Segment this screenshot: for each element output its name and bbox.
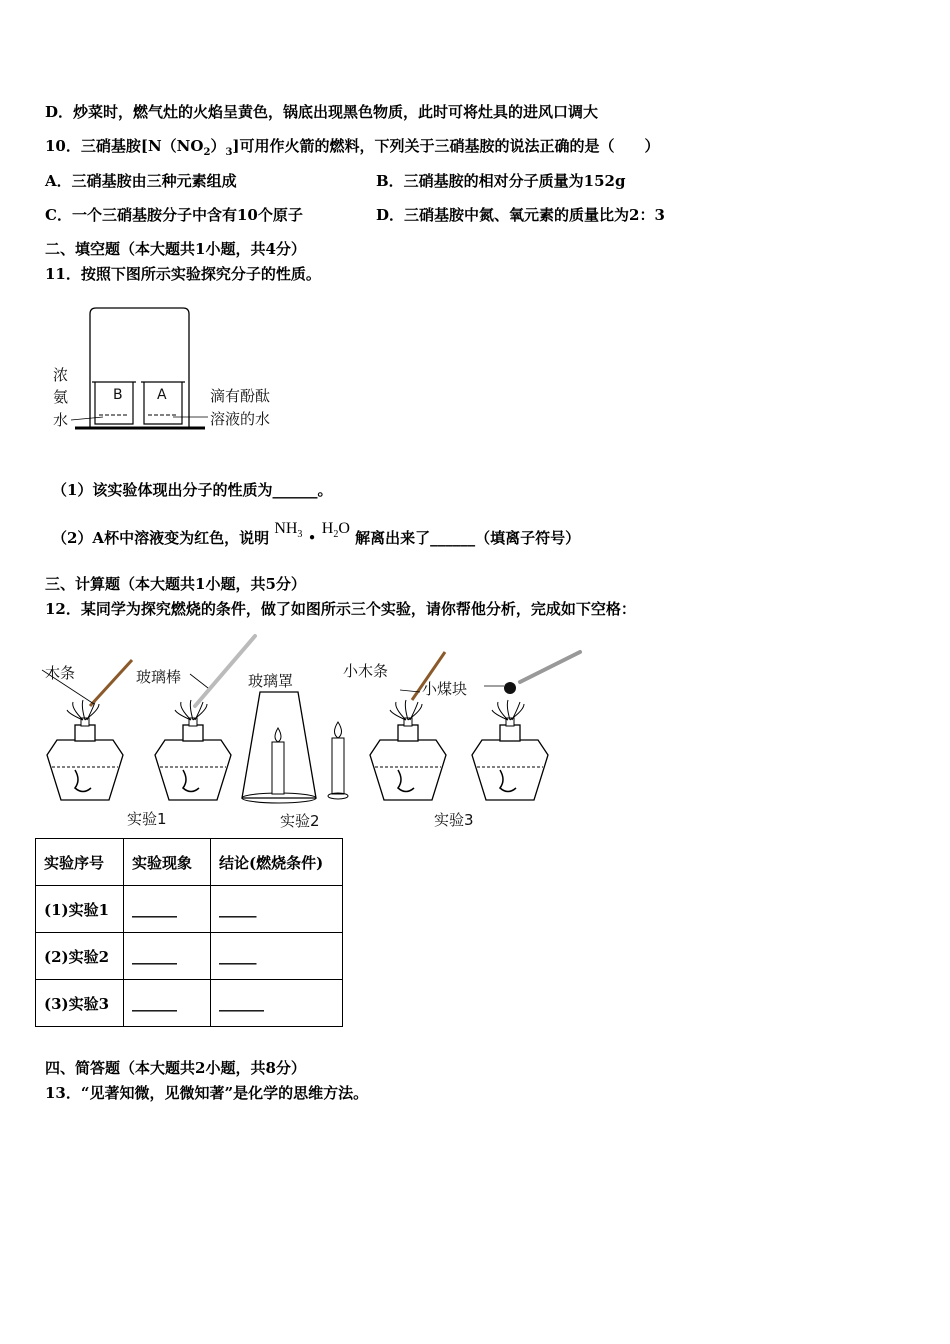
- q10-option-c: C．一个三硝基胺分子中含有10个原子: [45, 206, 303, 224]
- ammonia-label-2: 氨: [53, 388, 69, 406]
- th-concl: 结论(燃烧条件): [211, 839, 343, 886]
- table-row: [36, 933, 343, 980]
- formula-nh3: [274, 520, 303, 541]
- glass-rod: [195, 636, 255, 706]
- q11-sub1: （1）该实验体现出分子的性质为______。: [52, 481, 333, 499]
- exp3-lamp-wood: [370, 700, 446, 800]
- q10-option-d: D．三硝基胺中氮、氧元素的质量比为2：3: [376, 206, 665, 224]
- row1-concl: _____: [211, 886, 343, 933]
- q11-stem: 11．按照下图所示实验探究分子的性质。: [45, 265, 321, 283]
- tongs: [520, 652, 580, 682]
- ammonia-label-3: 水: [53, 411, 69, 429]
- label-glass-cover: 玻璃罩: [248, 672, 294, 690]
- label-exp1: 实验1: [127, 810, 167, 828]
- label-exp2: 实验2: [280, 812, 320, 830]
- nh3-sub: 3: [297, 529, 303, 541]
- q9-option-d: D．炒菜时，燃气灶的火焰呈黄色，锅底出现黑色物质，此时可将灶具的进风口调大: [45, 103, 599, 121]
- exp2-glass-cover: [242, 692, 348, 803]
- row2-concl: _____: [211, 933, 343, 980]
- section4-title: 四、简答题（本大题共2小题，共8分）: [45, 1059, 306, 1077]
- label-small-wood: 小木条: [343, 662, 389, 680]
- ammonia-pointer: [71, 417, 103, 420]
- q12-stem: 12．某同学为探究燃烧的条件，做了如图所示三个实验，请你帮他分析，完成如下空格：: [45, 600, 636, 618]
- q10-sub: 2: [203, 147, 211, 158]
- exp3-lamp-coal: [472, 700, 548, 800]
- table-header-row: [36, 839, 343, 886]
- q13-stem: 13．“见著知微，见微知著”是化学的思维方法。: [45, 1084, 369, 1102]
- phenol-label-1: 滴有酚酞: [210, 387, 271, 405]
- h2o-h: H: [321, 520, 334, 537]
- label-glass-rod: 玻璃棒: [136, 668, 182, 686]
- cup-b-label: B: [113, 387, 123, 403]
- th-id: 实验序号: [36, 839, 124, 886]
- q10-stem-b: ）: [210, 137, 226, 155]
- ammonia-label-1: 浓: [53, 366, 69, 384]
- formula-sep: •: [307, 529, 317, 547]
- q10-stem: [45, 136, 660, 163]
- row1-phen: ______: [124, 886, 211, 933]
- q12-figure: [40, 630, 600, 830]
- section3-title: 三、计算题（本大题共1小题，共5分）: [45, 575, 306, 593]
- row1-id: (1)实验1: [36, 886, 124, 933]
- formula-h2o: [321, 520, 350, 541]
- exp1-lamp-glass: [155, 700, 231, 800]
- coal-block: [504, 682, 516, 694]
- h2o-sub: 2: [333, 529, 339, 541]
- q12-apparatus-svg: [40, 630, 600, 830]
- table-row: [36, 886, 343, 933]
- th-phen: 实验现象: [124, 839, 211, 886]
- row3-concl: ______: [211, 980, 343, 1027]
- label-exp3: 实验3: [434, 811, 474, 829]
- phenol-label-2: 溶液的水: [210, 410, 271, 428]
- row3-phen: ______: [124, 980, 211, 1027]
- cup-a-label: A: [157, 387, 167, 403]
- q11-sub2: [52, 520, 581, 555]
- q12-table: [35, 838, 343, 1027]
- wood-stick: [90, 660, 132, 706]
- q10-option-a: A．三硝基胺由三种元素组成: [45, 172, 237, 190]
- table-row: [36, 980, 343, 1027]
- bell-jar: [90, 308, 189, 428]
- row2-id: (2)实验2: [36, 933, 124, 980]
- q10-stem-a: 10．三硝基胺[N（NO: [45, 137, 204, 155]
- section2-title: 二、填空题（本大题共1小题，共4分）: [45, 240, 306, 258]
- q11-sub2-a: （2）A杯中溶液变为红色，说明: [52, 529, 270, 547]
- q10-stem-c: ]可用作火箭的燃料，下列关于三硝基胺的说法正确的是（ ）: [232, 137, 660, 155]
- label-wood: 木条: [45, 664, 76, 682]
- q10-option-b: B．三硝基胺的相对分子质量为152g: [376, 172, 626, 190]
- q11-sub2-b: 解离出来了______（填离子符号）: [355, 529, 581, 547]
- row2-phen: ______: [124, 933, 211, 980]
- nh3-text: NH: [274, 520, 298, 537]
- q10-sub2: 3: [225, 147, 233, 158]
- q11-figure: [45, 300, 305, 440]
- label-small-coal: 小煤块: [422, 680, 468, 698]
- exp1-lamp-wood: [47, 700, 123, 800]
- h2o-o: O: [338, 520, 350, 537]
- row3-id: (3)实验3: [36, 980, 124, 1027]
